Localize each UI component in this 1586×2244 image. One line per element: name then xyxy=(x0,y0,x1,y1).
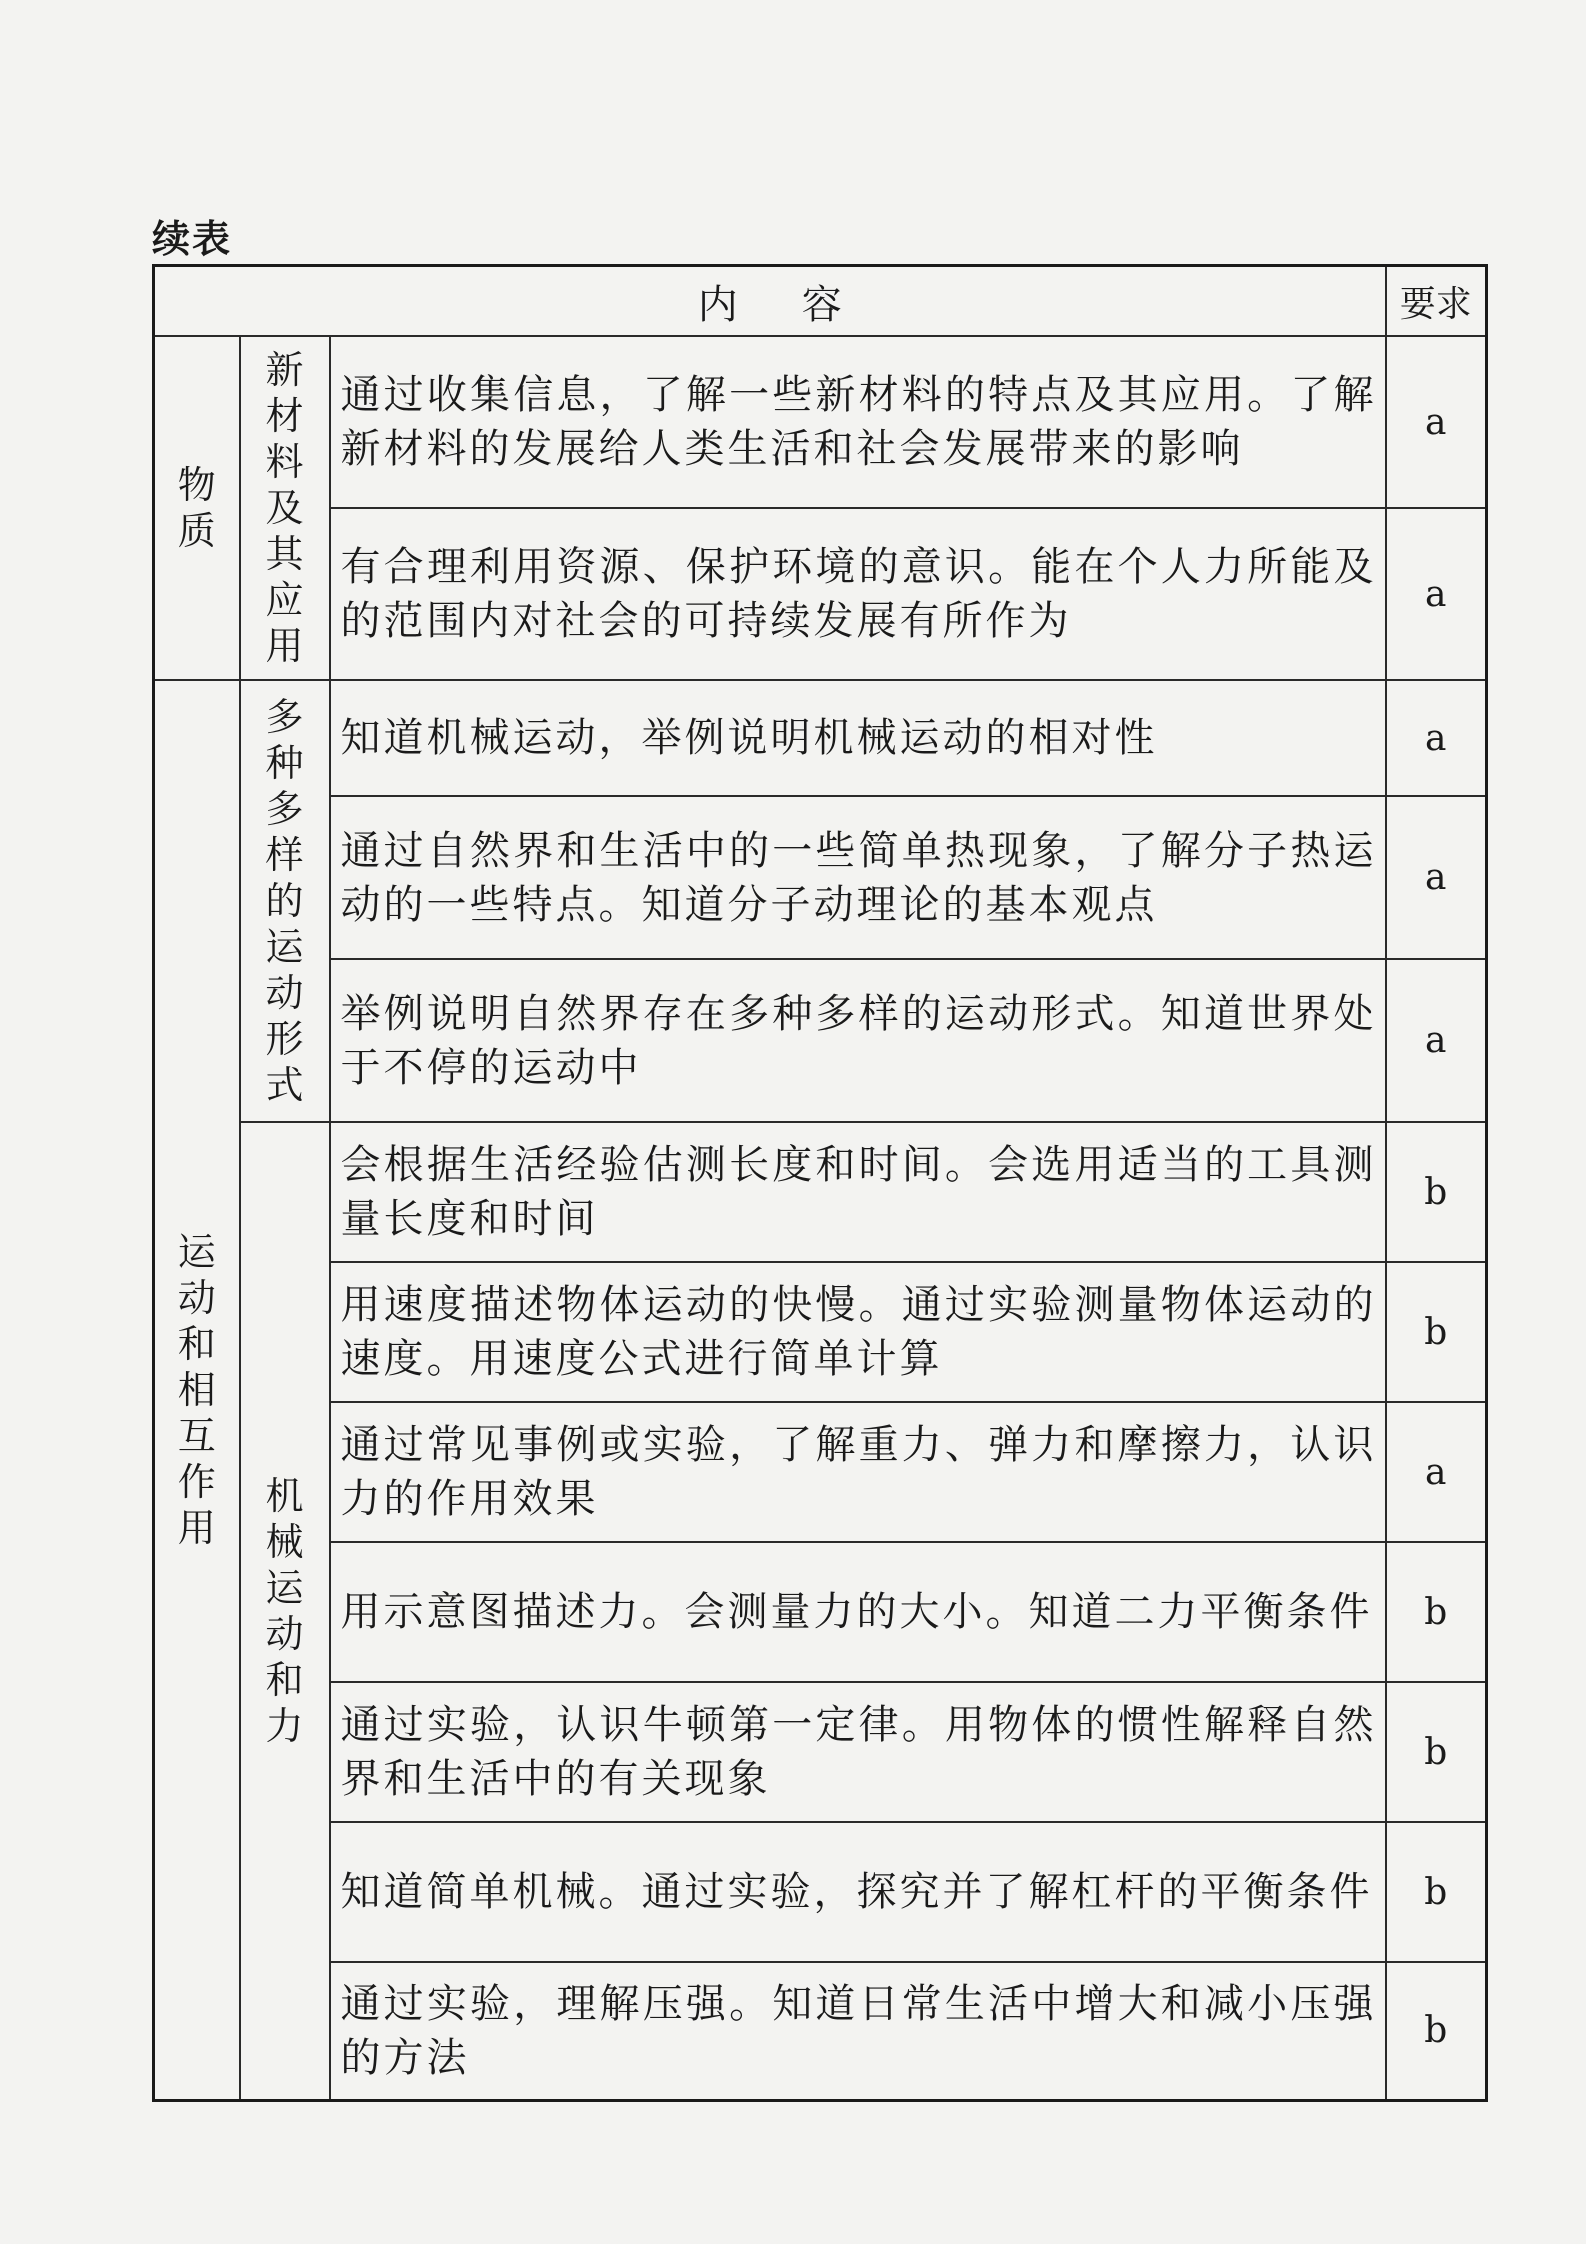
requirement-cell: b xyxy=(1386,1262,1487,1402)
table-row xyxy=(154,1542,1487,1682)
table-row xyxy=(154,1122,1487,1262)
table-row xyxy=(154,1402,1487,1542)
table-row xyxy=(154,336,1487,508)
table-row xyxy=(154,959,1487,1122)
content-cell: 通过自然界和生活中的一些简单热现象，了解分子热运动的一些特点。知道分子动理论的基本观点 xyxy=(330,796,1386,959)
table-row xyxy=(154,680,1487,796)
table-row xyxy=(154,1682,1487,1822)
content-cell: 有合理利用资源、保护环境的意识。能在个人力所能及的范围内对社会的可持续发展有所作为 xyxy=(330,508,1386,680)
table-row xyxy=(154,508,1487,680)
requirement-cell: a xyxy=(1386,1402,1487,1542)
content-cell: 会根据生活经验估测长度和时间。会选用适当的工具测量长度和时间 xyxy=(330,1122,1386,1262)
subcategory-cell xyxy=(240,1122,330,2100)
content-cell: 知道机械运动，举例说明机械运动的相对性 xyxy=(330,680,1386,796)
content-cell: 用示意图描述力。会测量力的大小。知道二力平衡条件 xyxy=(330,1542,1386,1682)
requirement-cell: b xyxy=(1386,1682,1487,1822)
header-content: 内容 xyxy=(154,266,1386,337)
table-row xyxy=(154,1822,1487,1962)
content-cell: 通过实验，理解压强。知道日常生活中增大和减小压强的方法 xyxy=(330,1962,1386,2100)
table-row xyxy=(154,1962,1487,2100)
requirement-cell: b xyxy=(1386,1542,1487,1682)
standards-table xyxy=(152,264,1488,2102)
requirement-cell: a xyxy=(1386,508,1487,680)
requirement-cell: a xyxy=(1386,796,1487,959)
content-cell: 通过常见事例或实验，了解重力、弹力和摩擦力，认识力的作用效果 xyxy=(330,1402,1386,1542)
requirement-cell: a xyxy=(1386,680,1487,796)
requirement-cell: a xyxy=(1386,959,1487,1122)
content-cell: 举例说明自然界存在多种多样的运动形式。知道世界处于不停的运动中 xyxy=(330,959,1386,1122)
content-cell: 知道简单机械。通过实验，探究并了解杠杆的平衡条件 xyxy=(330,1822,1386,1962)
subcategory-label: 新材料及其应用 xyxy=(265,348,304,668)
content-cell: 通过收集信息，了解一些新材料的特点及其应用。了解新材料的发展给人类生活和社会发展带来的影响 xyxy=(330,336,1386,508)
requirement-cell: a xyxy=(1386,336,1487,508)
requirement-cell: b xyxy=(1386,1822,1487,1962)
requirement-cell: b xyxy=(1386,1122,1487,1262)
table-caption: 续表 xyxy=(152,217,233,261)
header-requirement: 要求 xyxy=(1386,266,1487,337)
table-header-row xyxy=(154,266,1487,337)
subcategory-cell xyxy=(240,336,330,680)
category-cell xyxy=(154,336,240,680)
category-label: 物质 xyxy=(177,463,216,553)
category-cell xyxy=(154,680,240,2100)
content-cell: 用速度描述物体运动的快慢。通过实验测量物体运动的速度。用速度公式进行简单计算 xyxy=(330,1262,1386,1402)
table-row xyxy=(154,1262,1487,1402)
requirement-cell: b xyxy=(1386,1962,1487,2100)
subcategory-label: 机械运动和力 xyxy=(265,1473,304,1748)
table-row xyxy=(154,796,1487,959)
subcategory-label: 多种多样的运动形式 xyxy=(265,695,304,1107)
content-cell: 通过实验，认识牛顿第一定律。用物体的惯性解释自然界和生活中的有关现象 xyxy=(330,1682,1386,1822)
category-label: 运动和相互作用 xyxy=(177,1229,216,1550)
subcategory-cell xyxy=(240,680,330,1122)
